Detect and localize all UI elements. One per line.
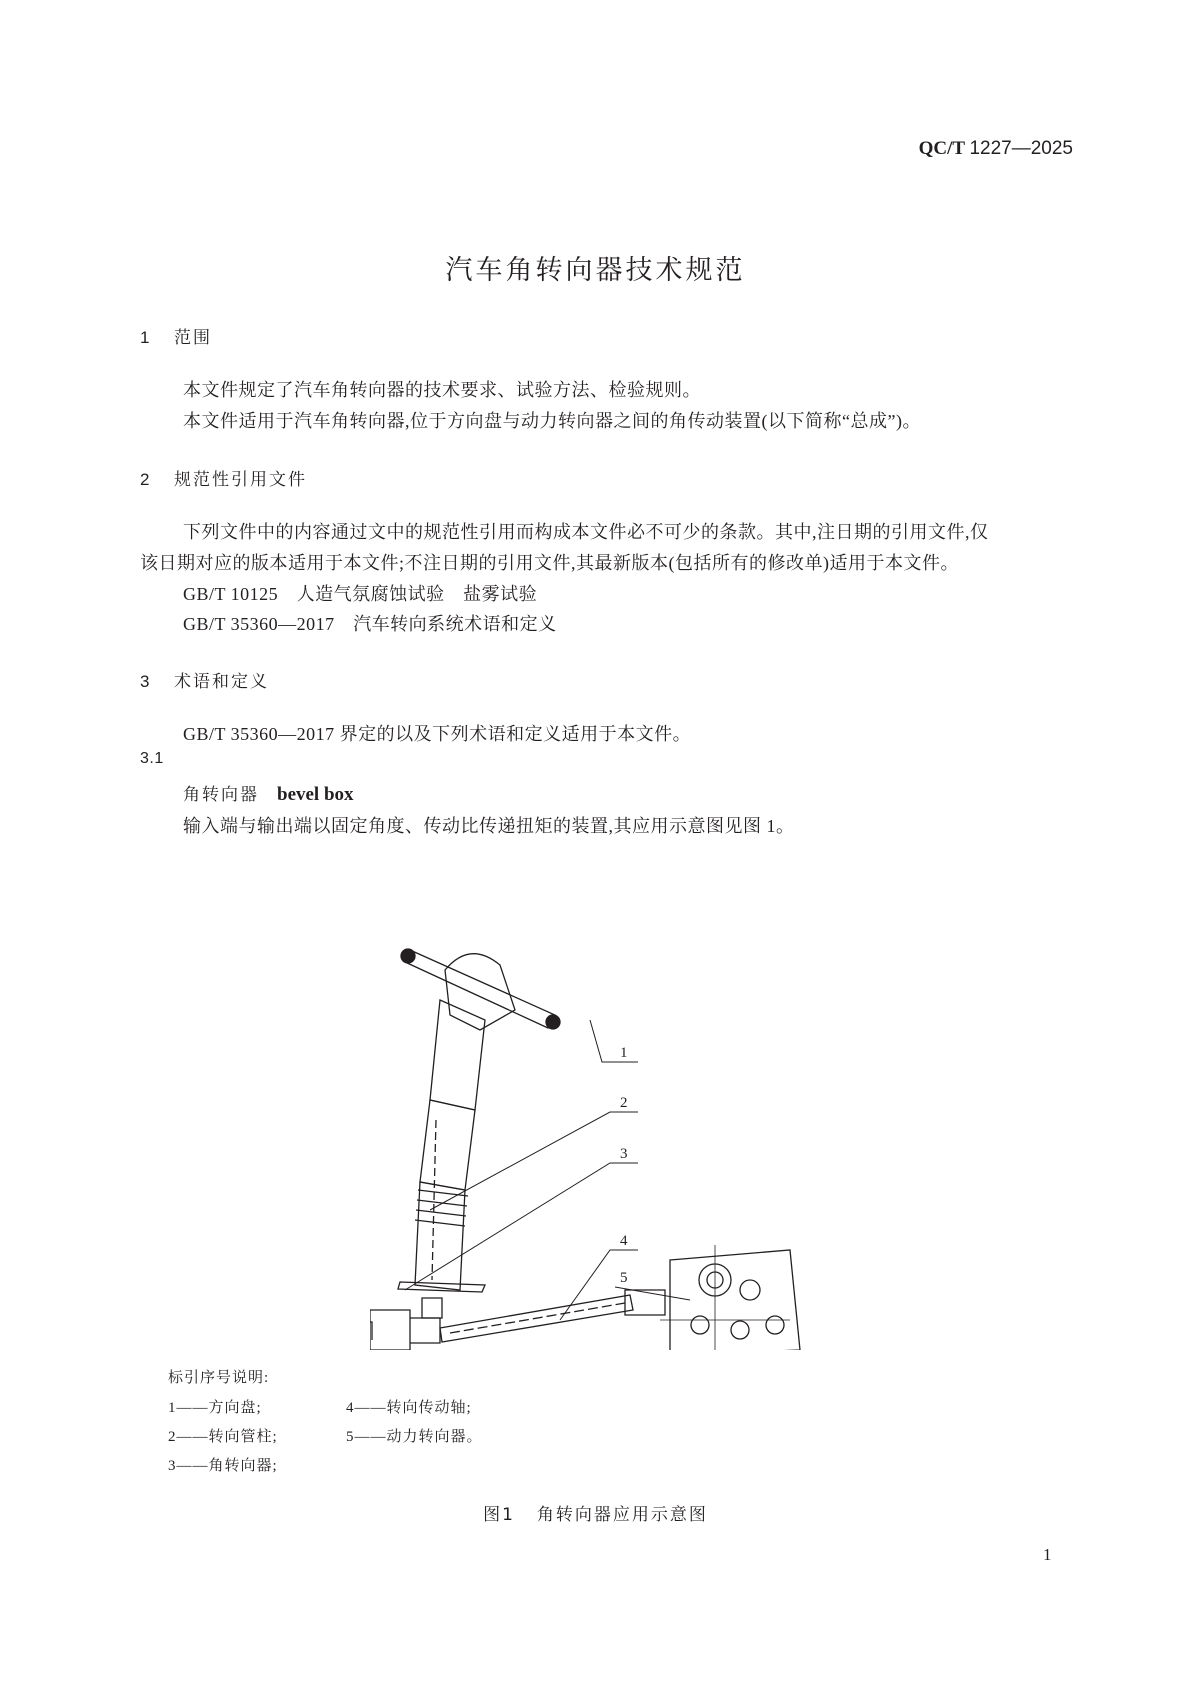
figure-number: 图1 <box>483 1505 515 1525</box>
legend-item: 1——方向盘; <box>168 1400 262 1416</box>
steering-shaft-drawing <box>440 1290 665 1342</box>
page-number: 1 <box>1043 1545 1052 1564</box>
section-title: 规范性引用文件 <box>174 470 307 490</box>
section-number: 3 <box>140 672 152 691</box>
power-steering-gear-drawing <box>660 1245 800 1350</box>
callout-1: 1 <box>620 1045 628 1061</box>
section-title: 术语和定义 <box>174 672 269 692</box>
paragraph: GB/T 35360—2017 界定的以及下列术语和定义适用于本文件。 <box>183 724 692 744</box>
reference-code: GB/T 10125 <box>183 584 279 604</box>
reference-name: 汽车转向系统术语和定义 <box>353 614 557 634</box>
legend-item: 5——动力转向器。 <box>346 1429 483 1445</box>
callout-5: 5 <box>620 1270 628 1286</box>
reference-code: GB/T 35360—2017 <box>183 614 335 634</box>
section-number: 1 <box>140 328 152 347</box>
document-title: 汽车角转向器技术规范 <box>445 255 746 286</box>
standard-code <box>919 138 1073 160</box>
callout-2: 2 <box>620 1095 628 1111</box>
legend-item: 3——角转向器; <box>168 1458 278 1474</box>
reference-name: 人造气氛腐蚀试验 盐雾试验 <box>296 584 538 604</box>
paragraph: 该日期对应的版本适用于本文件;不注日期的引用文件,其最新版本(包括所有的修改单)适用于本文件。 <box>140 553 959 573</box>
reference-item <box>183 610 557 636</box>
bevel-box-drawing <box>370 1310 440 1350</box>
clause-number: 3.1 <box>140 750 164 767</box>
term-chinese: 角转向器 <box>183 785 259 805</box>
callout-3: 3 <box>620 1146 628 1162</box>
callout-4: 4 <box>620 1233 628 1249</box>
section-title: 范围 <box>174 328 212 348</box>
term-entry <box>183 780 354 806</box>
legend-item: 2——转向管柱; <box>168 1429 278 1445</box>
figure-bevel-box-application <box>370 920 870 1350</box>
standard-code-prefix: QC/T <box>918 138 965 159</box>
paragraph: 本文件规定了汽车角转向器的技术要求、试验方法、检验规则。 <box>183 380 701 400</box>
figure-caption <box>0 1500 1191 1525</box>
reference-item <box>183 580 537 606</box>
term-english: bevel box <box>277 784 354 805</box>
section-heading-3 <box>140 667 269 692</box>
term-definition: 输入端与输出端以固定角度、传动比传递扭矩的装置,其应用示意图见图 1。 <box>183 816 795 836</box>
section-heading-2 <box>140 465 307 490</box>
steering-column-drawing <box>398 1000 485 1318</box>
callout-leaders <box>405 1020 690 1320</box>
paragraph: 下列文件中的内容通过文中的规范性引用而构成本文件必不可少的条款。其中,注日期的引用文件,仅 <box>183 522 989 542</box>
paragraph: 本文件适用于汽车角转向器,位于方向盘与动力转向器之间的角传动装置(以下简称“总成”)。 <box>183 411 921 431</box>
legend-title: 标引序号说明: <box>168 1370 270 1386</box>
figure-title: 角转向器应用示意图 <box>536 1505 708 1525</box>
legend-item: 4——转向传动轴; <box>346 1400 472 1416</box>
section-number: 2 <box>140 470 152 489</box>
section-heading-1 <box>140 323 212 348</box>
standard-code-number: 1227—2025 <box>969 138 1073 159</box>
